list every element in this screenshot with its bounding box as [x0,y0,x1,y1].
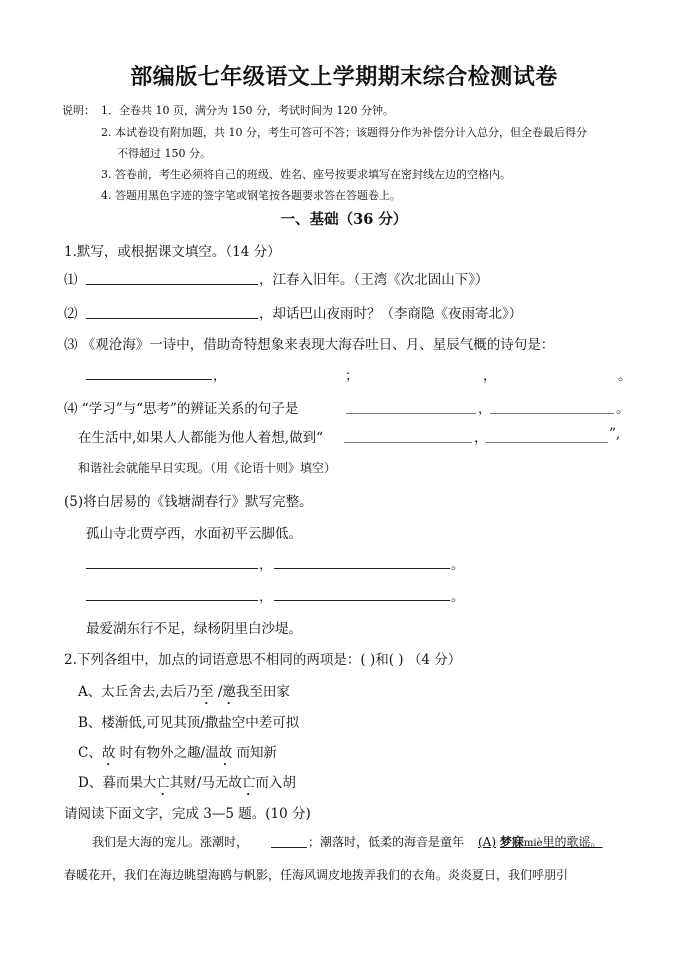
q1-s3-punct-4: 。 [618,368,632,384]
q2-option-a-text-3: 我至田家 [235,684,290,700]
q2-option-c-dotted-2: 故 [218,745,233,761]
reading-para1-text-1: 我们是大海的宠儿。涨潮时， [92,835,249,849]
q1-s1-answer-blank[interactable] [86,284,258,285]
q2-option-c [78,741,277,769]
q1-s2-number: ⑵ [64,306,78,322]
q2-option-a-dotted-2: 邀 [222,684,236,700]
q1-s4-prompt: ⑷ “学习”与“思考”的辨证关系的句子是 [64,401,299,417]
reading-para1-text-2: ；潮落时，低柔的海音是童年 [308,835,465,849]
q1-s5-punct-2: 。 [451,557,465,573]
q1-s5-answer-blank-4[interactable] [274,600,450,601]
q2-heading: 2.下列各组中，加点的词语意思不相同的两项是：( )和( ) （4 分） [64,652,462,668]
q2-option-a-dotted-1: 至 [200,684,214,700]
q2-option-c-dotted-1: 故 [101,745,116,761]
q2-option-d-text-3: 而入胡 [255,775,296,791]
q1-heading: 1.默写，或根据课文填空。（14 分） [64,244,281,260]
page-title: 部编版七年级语文上学期期末综合检测试卷 [130,65,558,90]
note-2a: 2. 本试卷设有附加题，共 10 分，考生可答可不答；该题得分作为补偿分计入总分，但全卷最后得分 [101,126,587,139]
reading-para2: 春暖花开，我们在海边眺望海鸥与帆影，任海风调皮地拨弄我们的衣角。炎炎夏日，我们呼朋引 [64,868,569,882]
q2-option-a [78,680,290,708]
q1-s3-punct-1: ， [213,368,227,384]
reading-marker-a: (A) [478,835,497,849]
q1-s2-text: ，却话巴山夜雨时？（李商隐《夜雨寄北》） [259,306,523,322]
q2-option-d [78,771,296,799]
q2-option-d-text-1: D、暮而果大 [78,775,157,791]
q1-s5-punct-1: ， [259,557,273,573]
reading-word: 梦寐 [499,835,524,849]
q2-option-d-dotted-1: 亡 [156,775,170,791]
reading-para1-tail [478,833,603,850]
q2-option-d-dotted-2: 亡 [241,775,256,791]
section-heading: 一、基础（36 分） [280,211,408,228]
reading-answer-blank[interactable] [271,847,307,848]
note-1: 1．全卷共 10 页，满分为 150 分，考试时间为 120 分钟。 [101,104,394,117]
q1-s3-punct-2: ； [345,368,359,384]
note-3: 3. 答卷前，考生必须将自己的班级、姓名、座号按要求填写在密封线左边的空格内。 [101,168,511,181]
q1-s5-line1: 孤山寺北贾亭西，水面初平云脚低。 [86,526,302,542]
q2-option-c-text-3: 温 [205,745,219,761]
reading-pinyin: miè [523,838,543,849]
q1-s4-line2: 在生活中,如果人人都能为他人着想,做到“ [78,430,323,446]
q1-s4-punct-2: 。 [616,401,630,417]
q1-s4-punct-1: ， [478,401,492,417]
q1-s3-punct-3: ， [483,368,497,384]
reading-para1-text-3: 里的歌谣。 [542,835,603,849]
q1-s4-line3: 和谐社会就能早日实现。（用《论语十则》填空） [78,461,337,475]
q1-s5-line4: 最爱湖东行不足，绿杨阴里白沙堤。 [86,621,302,637]
notes-label: 说明： [62,104,95,117]
q1-s5-answer-blank-1[interactable] [86,568,258,569]
q2-option-a-text-2: / [213,684,223,700]
note-2b: 不得超过 150 分。 [117,147,211,160]
q1-s3-prompt: ⑶ 《观沧海》一诗中，借助奇特想象来表现大海吞吐日、月、星辰气概的诗句是： [64,337,555,353]
q2-option-c-text-1: C、 [78,745,102,761]
q1-s3-answer-blank-1[interactable] [86,379,212,380]
q1-s2-answer-blank[interactable] [86,318,258,319]
q1-s1-text: ，江春入旧年。（王湾《次北固山下》） [259,272,489,288]
q1-s1-number: ⑴ [64,272,78,288]
q2-option-c-text-2: 时有物外之趣/ [115,745,206,761]
q1-s5-punct-4: 。 [451,589,465,605]
q2-option-a-text-1: A、太丘舍去,去后乃 [78,684,201,700]
q2-option-b: B、楼渐低,可见其顶/撒盐空中差可拟 [78,715,300,731]
reading-heading: 请阅读下面文字，完成 3—5 题。(10 分) [64,806,311,822]
q1-s5-answer-blank-2[interactable] [274,568,450,569]
q2-option-d-text-2: 其财/马无故 [169,775,242,791]
q1-s4-punct-4: ”, [609,426,621,442]
q1-s4-punct-3: ， [474,430,488,446]
note-4: 4. 答题用黑色字迹的签字笔或钢笔按各题要求答在答题卷上。 [101,189,401,202]
q1-s4-answer-blank-2[interactable] [490,413,614,414]
q1-s5-answer-blank-3[interactable] [86,600,258,601]
q1-s4-answer-blank-1[interactable] [346,413,476,414]
q2-option-c-text-4: 而知新 [232,745,277,761]
q1-s5-punct-3: ， [259,589,273,605]
q1-s5-prompt: (5)将白居易的《钱塘湖春行》默写完整。 [64,494,313,510]
q1-s4-answer-blank-4[interactable] [486,442,608,443]
q1-s4-answer-blank-3[interactable] [344,442,472,443]
